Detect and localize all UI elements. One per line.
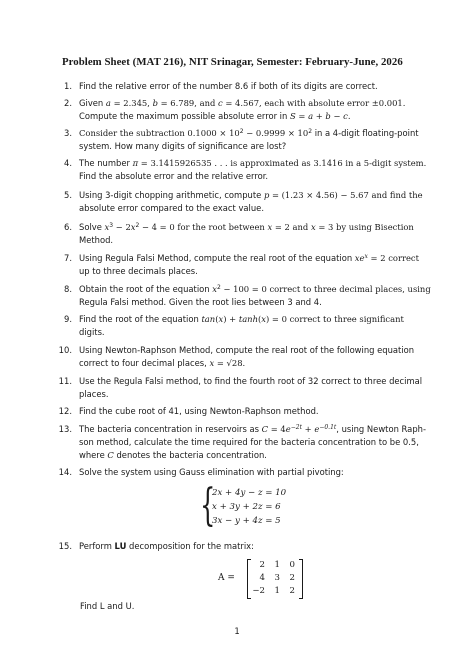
problem-number: 4. [64,158,72,168]
problem-line [79,344,421,357]
problem-number: 2. [64,98,72,108]
problem-number: 11. [58,376,72,386]
math-symbol: x [267,222,273,232]
problem-text [79,189,421,215]
page-title: Problem Sheet (MAT 216), NIT Srinagar, Semester: February-June, 2026 [62,56,403,68]
problem-line [79,265,421,278]
problem-line [79,234,421,247]
text-run: = [295,111,309,121]
problem-text [79,97,421,123]
equation-3: 3x − y + 4z = 5 [212,516,281,526]
text-run: Regula Falsi method. Given the root lies between 3 and 4. [79,297,322,307]
problem-number: 10. [58,345,72,355]
problem-text [79,252,421,278]
superscript: 2 [308,128,313,135]
math-symbol: C [107,450,114,460]
text-run: LU [114,541,127,551]
math-symbol: p [263,190,270,200]
text-run: Perform [79,541,115,551]
math-symbol: xe [354,253,365,263]
text-run: ( [257,314,262,324]
math-symbol: π [132,158,139,168]
left-brace: { [200,480,216,531]
text-run: + [302,424,315,434]
problem-line [79,221,421,234]
matrix-right-bracket [299,559,303,599]
problem-line [79,283,431,296]
equation-2: x + 3y + 2z = 6 [212,502,281,512]
problem-line [79,449,421,462]
problem-text [79,157,427,183]
text-run: Solve the system using Gauss elimination with partial pivoting: [79,467,344,477]
problem-line [79,110,421,123]
text-run: = 3.1415926535 . . . is approximated as 3.1416 in a 5-digit system. [138,158,427,168]
text-run: Solve [79,222,105,232]
text-run: − [330,111,344,121]
problem-line [79,466,421,479]
text-run: son method, calculate the time required for the bacteria concentration to be 0.5, [79,437,419,447]
problem-text [79,540,421,553]
superscript: 3 [109,222,114,229]
equation-system [200,480,300,532]
text-run: Use the Regula Falsi method, to find the fourth root of 32 correct to three decimal [79,376,423,386]
problem-line [79,127,421,140]
math-symbol: e [314,424,320,434]
matrix-cell: 2 [289,586,295,596]
superscript: 2 [135,222,140,229]
problem-number: 3. [64,128,72,138]
problem-line [79,296,421,309]
text-run: decomposition for the matrix: [126,541,254,551]
math-symbol: b [325,111,331,121]
problem-number: 9. [64,314,72,324]
problem-number: 1. [64,81,72,91]
text-run: denotes the bacteria concentration. [113,450,267,460]
text-run: digits. [79,327,105,337]
problem-line [79,436,421,449]
problem-line [79,189,421,202]
problem-line [79,313,421,326]
problem-number: 5. [64,190,72,200]
matrix-cell: −2 [252,586,265,596]
text-run: ) + [223,314,239,324]
problem-line [79,97,421,110]
problem-text [79,375,421,401]
text-run: ( [215,314,219,324]
problem-text [79,405,421,418]
math-symbol: x [310,222,316,232]
page-number: 1 [234,626,240,636]
text-run: places. [79,389,109,399]
text-run: Find the root of the equation [79,314,202,324]
text-run: + [313,111,326,121]
math-symbol: S [289,111,296,121]
problem-line [79,80,421,93]
matrix-label: A = [218,573,235,583]
problem-text [79,127,421,153]
text-run: = 4 [268,424,286,434]
problem-text [79,313,421,339]
math-symbol: a [105,98,111,108]
math-symbol: x [261,314,266,324]
text-run: = 2 correct [367,253,419,263]
problem-number: 6. [64,222,72,232]
math-symbol: c [218,98,223,108]
text-run: Using Newton-Raphson Method, compute the real root of the following equation [79,345,415,355]
text-run: = 3 by using Bisection [315,222,414,232]
problem-number: 8. [64,284,72,294]
text-run: = 4.567, each with absolute error ±0.001. [222,98,406,108]
text-run: absolute error compared to the exact value. [79,203,264,213]
superscript: 2 [216,284,221,291]
problem-line [79,375,421,388]
superscript: 2 [239,128,244,135]
text-run: = 6.789, and [157,98,218,108]
text-run: = (1.23 × 4.56) − 5.67 and find the [269,190,423,200]
math-symbol: x [209,358,215,368]
problem-line [79,252,421,265]
text-run: in a 4-digit floating-point [312,128,419,138]
problem-line [79,423,426,436]
text-run: . [347,111,351,121]
text-run: system. How many digits of significance are lost? [79,141,287,151]
problem-line [79,540,421,553]
text-run: Compute the maximum possible absolute error in [79,111,290,121]
text-run: where [79,450,108,460]
matrix-a [218,559,338,601]
math-symbol: b [152,98,158,108]
text-run: Obtain the root of the equation [79,284,213,294]
problem-text [79,423,426,462]
matrix-cell: 2 [289,573,295,583]
math-symbol: x [212,284,217,294]
problem-line [79,202,421,215]
text-run: = √28. [214,358,246,368]
problem-line [79,140,421,153]
text-run: up to three decimals places. [79,266,198,276]
matrix-cell: 1 [274,560,280,570]
closing-instruction: Find L and U. [80,601,135,611]
problem-line [79,357,421,370]
text-run: − 4 = 0 for the root between [139,222,268,232]
problem-number: 7. [64,253,72,263]
text-run: Given [79,98,106,108]
problem-line [79,157,427,170]
text-run: = 2 and [272,222,311,232]
text-run: The bacteria concentration in reservoirs as [79,424,262,434]
matrix-cell: 1 [274,586,280,596]
text-run: Find the absolute error and the relative error. [79,171,269,181]
text-run: ) = 0 correct to three significant [266,314,404,324]
math-symbol: c [343,111,348,121]
problem-number: 12. [58,406,72,416]
matrix-cell: 4 [259,573,265,583]
text-run: Using 3-digit chopping arithmetic, compute [79,190,264,200]
math-symbol: x [104,222,110,232]
matrix-cell: 3 [274,573,280,583]
problem-line [79,170,421,183]
text-run: , using Newton Raph- [336,424,426,434]
text-run: Find the relative error of the number 8.6 if both of its digits are correct. [79,81,378,91]
problem-number: 13. [58,424,72,434]
text-run: − 2 [113,222,131,232]
problem-line [79,326,421,339]
problem-text [79,80,421,93]
text-run: = 2.345, [110,98,153,108]
text-run: Consider the subtraction 0.1000 × 10 [79,128,240,138]
problem-number: 14. [58,467,72,477]
math-symbol: x [130,222,136,232]
problem-text [79,283,431,309]
math-symbol: −0.1t [319,424,337,431]
math-symbol: tan [201,314,216,324]
problem-line [79,388,421,401]
math-symbol: x [218,314,224,324]
math-symbol: a [308,111,314,121]
problem-text [79,466,421,479]
problem-text [79,221,421,247]
text-run: Find the cube root of 41, using Newton-Raphson method. [79,406,319,416]
math-symbol: x [364,253,368,260]
text-run: Using Regula Falsi Method, compute the real root of the equation [79,253,355,263]
matrix-cell: 0 [289,560,295,570]
text-run: The number [79,158,133,168]
problem-number: 15. [58,541,72,551]
math-symbol: −2t [290,424,302,431]
matrix-cell: 2 [259,560,265,570]
math-symbol: tanh [238,314,258,324]
text-run: − 100 = 0 correct to three decimal places, using [220,284,431,294]
math-symbol: C [261,424,269,434]
math-symbol: e [285,424,291,434]
problem-line [79,405,421,418]
equation-1: 2x + 4y − z = 10 [212,488,287,498]
text-run: Method. [79,235,114,245]
text-run: correct to four decimal places, [79,358,210,368]
text-run: − 0.9999 × 10 [243,128,309,138]
problem-text [79,344,421,370]
